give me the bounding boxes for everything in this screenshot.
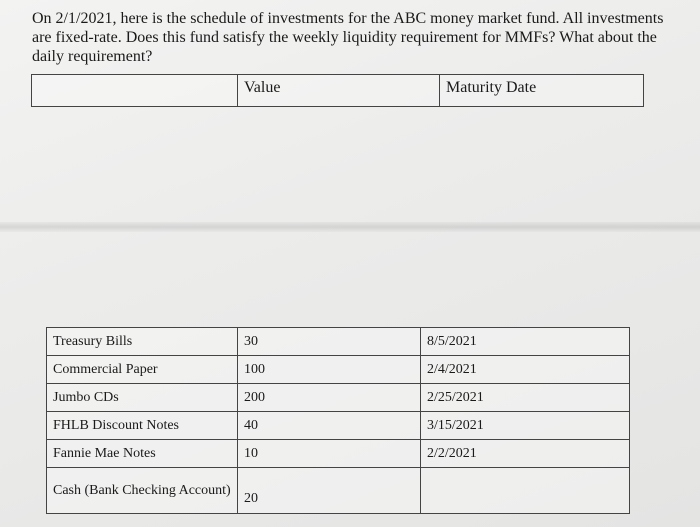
investment-name: FHLB Discount Notes — [47, 412, 238, 440]
investments-table — [46, 327, 630, 514]
investment-maturity: 8/5/2021 — [421, 328, 630, 356]
investment-maturity: 2/4/2021 — [421, 356, 630, 384]
table-row — [47, 440, 630, 468]
header-name-cell — [32, 75, 238, 106]
table-row — [47, 328, 630, 356]
question-text: On 2/1/2021, here is the schedule of investments for the ABC money market fund. All investments are fixed-rate. Does this fund satisfy the weekly liquidity requirement for MMFs? What about the daily requirement? — [32, 10, 664, 65]
investment-value: 20 — [238, 468, 421, 514]
investment-name: Treasury Bills — [47, 328, 238, 356]
investment-maturity: 2/2/2021 — [421, 440, 630, 468]
investment-maturity: 3/15/2021 — [421, 412, 630, 440]
investment-name: Fannie Mae Notes — [47, 440, 238, 468]
table-row — [47, 356, 630, 384]
table-row — [47, 412, 630, 440]
investment-name: Jumbo CDs — [47, 384, 238, 412]
investment-name: Commercial Paper — [47, 356, 238, 384]
table-row — [47, 384, 630, 412]
investment-maturity: 2/25/2021 — [421, 384, 630, 412]
investment-value: 10 — [238, 440, 421, 468]
header-maturity-cell: Maturity Date — [446, 79, 537, 96]
investment-value: 200 — [238, 384, 421, 412]
table-row — [47, 468, 630, 514]
investment-value: 40 — [238, 412, 421, 440]
investment-value: 100 — [238, 356, 421, 384]
page-fold — [0, 222, 700, 232]
column-header-table — [31, 74, 644, 107]
investment-name: Cash (Bank Checking Account) — [47, 468, 238, 514]
investment-maturity — [421, 468, 630, 514]
investment-value: 30 — [238, 328, 421, 356]
header-value-cell: Value — [238, 75, 440, 106]
